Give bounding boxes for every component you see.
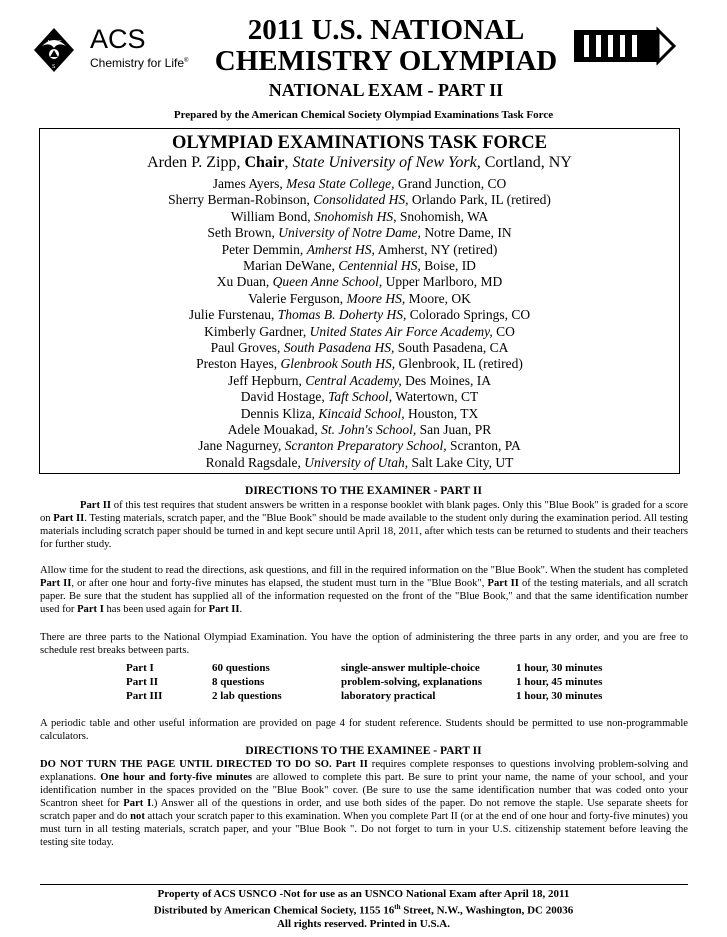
member-line: Paul Groves, South Pasadena HS, South Pasadena, CA	[210, 340, 509, 355]
member-line: Preston Hayes, Glenbrook South HS, Glenbrook, IL (retired)	[196, 356, 523, 372]
member-line: Peter Demmin, Amherst HS, Amherst, NY (retired)	[221, 241, 498, 257]
member-line: Marian DeWane, Centennial HS, Boise, ID	[243, 258, 476, 273]
title-line-1: 2011 U.S. NATIONAL	[247, 14, 525, 46]
acs-name: ACS	[90, 24, 146, 54]
member-line: Adele Mouakad, St. John's School, San Juan, PR	[227, 422, 492, 437]
examinee-paragraph: DO NOT TURN THE PAGE UNTIL DIRECTED TO DO SO. Part II requires complete responses to questions involving problem-solving and explanations. One hour and forty-five minutes are allowed to complete this part. Be sure to print your name, the name of your school, and your identification number in the spaces provided on the "Blue Book" cover. (Be sure to use the same identification number that was coded onto your Scantron sheet for Part I.) Answer all of the questions in order, and use both sides of the paper. Do not remove the staple. Use separate sheets for scratch paper and do not attach your scratch paper to this examination. When you complete Part II (or at the end of one hour and forty-five minutes) you must turn in all testing materials, scratch paper, and your "Blue Book ". Do not forget to turn in your U.S. citizenship statement before leaving the testing site today.	[40, 759, 688, 848]
parts-cell-part: Part III	[126, 690, 163, 702]
olympiad-logo	[572, 26, 676, 66]
member-line: David Hostage, Taft School, Watertown, CT	[240, 389, 479, 405]
footer-line-1: Property of ACS USNCO -Not for use as an USNCO National Exam after April 18, 2011	[157, 888, 570, 900]
member-line: Ronald Ragsdale, University of Utah, Salt Lake City, UT	[205, 454, 514, 470]
examiner-heading: DIRECTIONS TO THE EXAMINER - PART II	[245, 485, 482, 497]
footer-rule	[40, 884, 688, 885]
member-line: William Bond, Snohomish HS, Snohomish, WA	[230, 208, 489, 224]
parts-cell-type: laboratory practical	[341, 690, 436, 702]
member-line: Kimberly Gardner, United States Air Force Academy, CO	[204, 323, 515, 339]
footer-line-3: All rights reserved. Printed in U.S.A.	[276, 918, 451, 930]
prepared-by: Prepared by the American Chemical Society Olympiad Examinations Task Force	[173, 109, 554, 121]
examinee-heading: DIRECTIONS TO THE EXAMINEE - PART II	[245, 745, 482, 757]
acs-tagline: Chemistry for Life®	[90, 56, 189, 70]
parts-cell-time: 1 hour, 45 minutes	[516, 676, 603, 688]
parts-cell-time: 1 hour, 30 minutes	[516, 690, 603, 702]
member-line: Jane Nagurney, Scranton Preparatory School, Scranton, PA	[198, 438, 521, 454]
parts-cell-time: 1 hour, 30 minutes	[516, 662, 603, 674]
svg-text:A: A	[47, 40, 51, 46]
member-line: James Ayers, Mesa State College, Grand Junction, CO	[212, 176, 507, 191]
exam-subtitle: NATIONAL EXAM - PART II	[268, 80, 504, 100]
examiner-paragraph-4: A periodic table and other useful information are provided on page 4 for student reference. Students should be permitted to use non-programmable calculators.	[40, 718, 688, 742]
footer-line-2: Distributed by American Chemical Society, 1155 16th Street, N.W., Washington, DC 20036	[153, 903, 574, 917]
parts-cell-count: 60 questions	[212, 662, 270, 674]
parts-cell-part: Part II	[126, 676, 159, 688]
parts-cell-count: 2 lab questions	[212, 690, 282, 702]
examiner-paragraph-1: Part II of this test requires that student answers be written in a response booklet with blank pages. Only this "Blue Book" is graded for a score on Part II. Testing materials, scratch paper, and the "Blue Book" should be made available to the student only during the examination period. All testing materials including scratch paper should be turned in and kept secure until April 18, 2011, after which tests can be returned to students and their teachers for further study.	[40, 500, 688, 550]
parts-cell-type: problem-solving, explanations	[341, 676, 482, 688]
member-line: Dennis Kliza, Kincaid School, Houston, TX	[240, 405, 479, 421]
member-line: Xu Duan, Queen Anne School, Upper Marlboro, MD	[216, 274, 503, 290]
title-line-2: CHEMISTRY OLYMPIAD	[214, 45, 558, 77]
svg-text:C: C	[58, 40, 62, 46]
examiner-paragraph-2: Allow time for the student to read the directions, ask questions, and fill in the required information on the "Blue Book". When the student has completed Part II, or after one hour and forty-five minutes has elapsed, the student must turn in the "Blue Book", Part II of the testing materials, and all scratch paper. Be sure that the student has supplied all of the information requested on the front of the "Blue Book," and that the same identification number used for Part I has been used again for Part II.	[40, 565, 688, 615]
member-line: Seth Brown, University of Notre Dame, Notre Dame, IN	[207, 225, 512, 241]
member-line: Sherry Berman-Robinson, Consolidated HS, Orlando Park, IL (retired)	[168, 192, 551, 208]
member-line: Julie Furstenau, Thomas B. Doherty HS, Colorado Springs, CO	[188, 307, 531, 323]
svg-text:S: S	[52, 64, 56, 70]
member-line: Valerie Ferguson, Moore HS, Moore, OK	[248, 290, 471, 306]
parts-cell-type: single-answer multiple-choice	[341, 662, 480, 674]
chair-line: Arden P. Zipp, Chair, State University of New York, Cortland, NY	[147, 154, 572, 171]
examiner-paragraph-3: There are three parts to the National Olympiad Examination. You have the option of administering the three parts in any order, and you are free to schedule rest breaks between parts.	[40, 632, 688, 656]
task-force-title: OLYMPIAD EXAMINATIONS TASK FORCE	[171, 133, 547, 153]
parts-cell-part: Part I	[126, 662, 154, 674]
parts-cell-count: 8 questions	[212, 676, 265, 688]
member-line: Jeff Hepburn, Central Academy, Des Moines, IA	[227, 372, 492, 388]
